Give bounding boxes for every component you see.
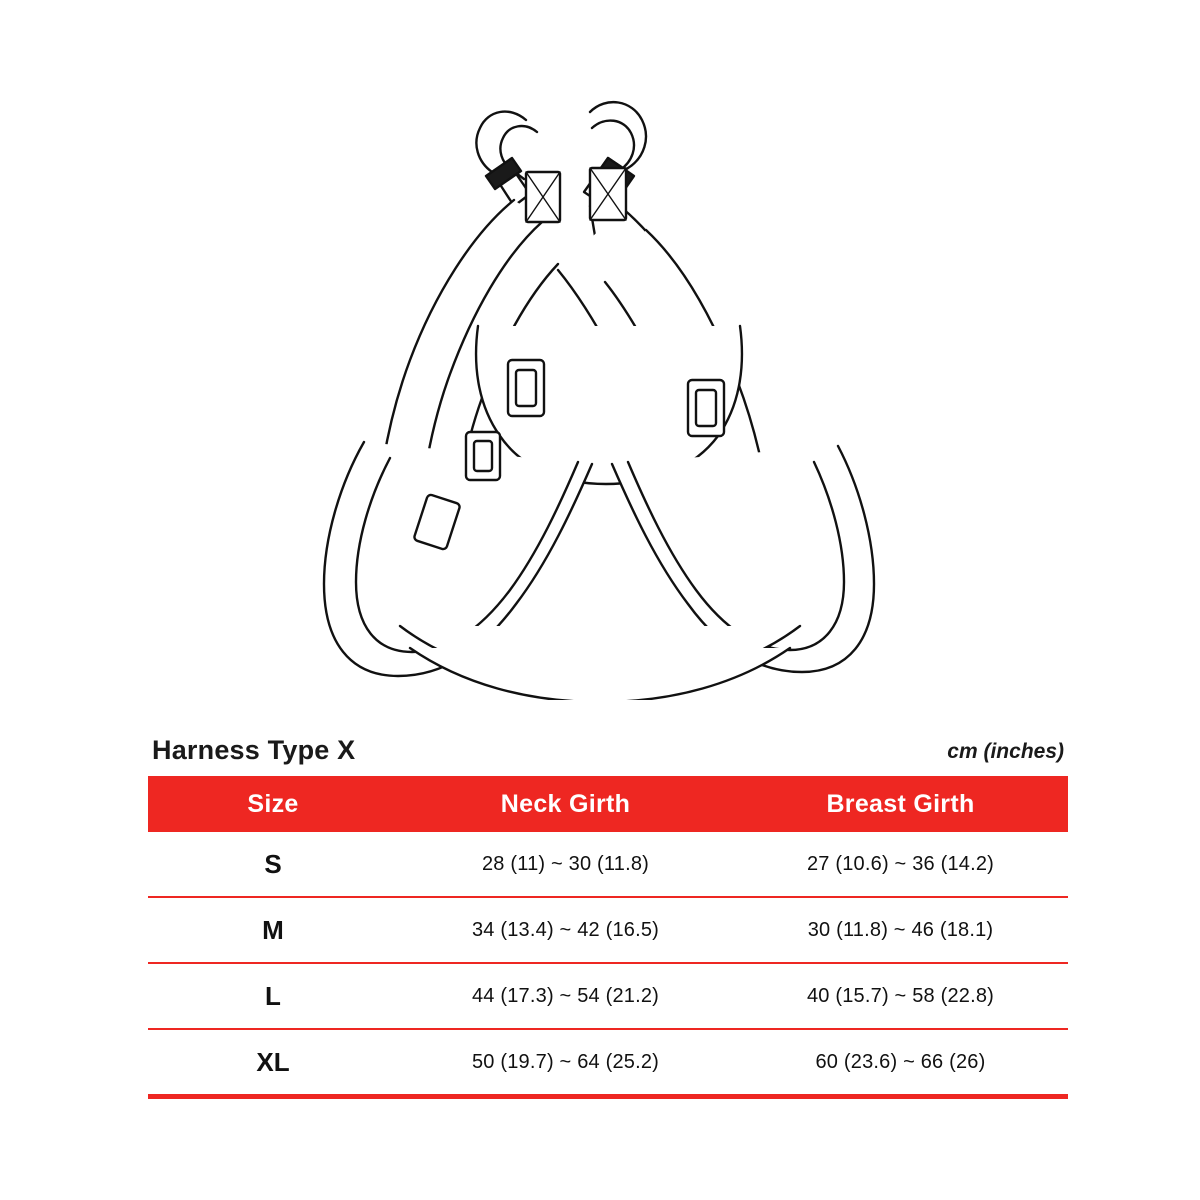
table-title: Harness Type X <box>152 735 356 765</box>
cell-size: S <box>148 832 398 897</box>
harness-illustration <box>0 40 1200 720</box>
table-row <box>148 963 1068 1029</box>
table-row <box>148 832 1068 897</box>
size-table-head <box>148 776 1068 832</box>
cell-neck-girth: 34 (13.4) ~ 42 (16.5) <box>398 897 733 963</box>
cell-size: XL <box>256 1046 290 1077</box>
cell-breast-girth: 30 (11.8) ~ 46 (18.1) <box>733 897 1068 963</box>
size-table-body <box>148 832 1068 1094</box>
size-table-block <box>148 735 1068 1099</box>
cell-size: M <box>148 897 398 963</box>
cell-breast-girth: 40 (15.7) ~ 58 (22.8) <box>733 963 1068 1029</box>
cell-breast-girth: 60 (23.6) ~ 66 (26) <box>815 1050 986 1073</box>
column-header-size: Size <box>148 776 398 832</box>
column-header-neck-girth: Neck Girth <box>398 776 733 832</box>
table-row <box>148 1029 1068 1094</box>
units-note: cm (inches) <box>947 740 1064 763</box>
cell-size: L <box>148 963 398 1029</box>
cell-neck-girth: 28 (11) ~ 30 (11.8) <box>398 832 733 897</box>
table-row <box>148 897 1068 963</box>
column-header-breast-girth: Breast Girth <box>733 776 1068 832</box>
cell-breast-girth: 27 (10.6) ~ 36 (14.2) <box>733 832 1068 897</box>
table-header-row <box>148 735 1068 776</box>
size-table <box>148 776 1068 1094</box>
harness-line-drawing <box>290 60 910 700</box>
table-bottom-rule <box>148 1094 1068 1099</box>
cell-neck-girth: 50 (19.7) ~ 64 (25.2) <box>471 1050 660 1073</box>
cell-neck-girth: 44 (17.3) ~ 54 (21.2) <box>398 963 733 1029</box>
column-header-row <box>148 776 1068 832</box>
